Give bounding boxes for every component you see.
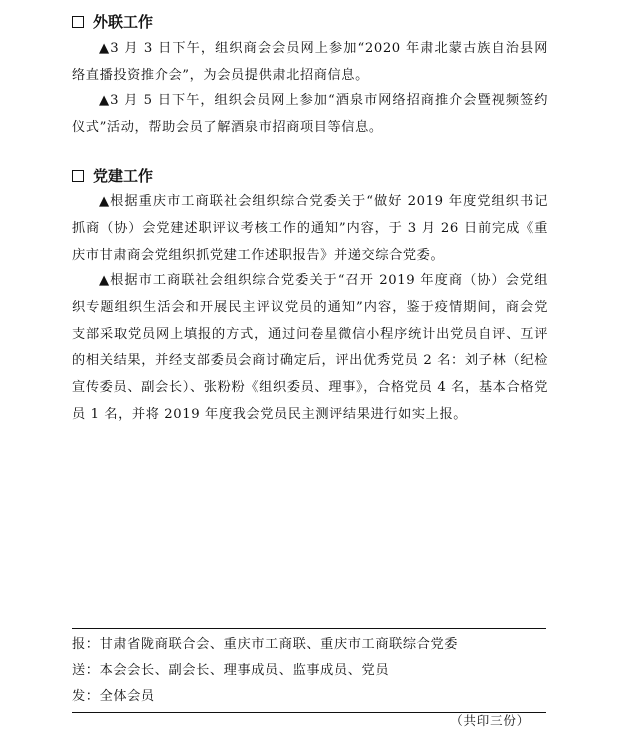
party-item-2: ▲根据市工商联社会组织综合党委关于“召开 2019 年度商（协）会党组织专题组织生活会和开展民主评议党员的通知”内容，鉴于疫情期间，商会党支部采取党员网上填报的方式，通过问卷星微信小程序统计出党员自评、互评的相关结果，并经支部委员会商讨确定后，评出优秀党员 2 名：刘子林（纪检宣传委员、副会长）、张粉粉《组织委员、理事》，合格党员 4 名，基本合格党员 1 名，并将 2019 年度我会党员民主测评结果进行如实上报。 (72, 273, 548, 422)
external-item-1: ▲3 月 3 日下午，组织商会会员网上参加“2020 年肃北蒙古族自治县网络直播投资推介会”，为会员提供肃北招商信息。 (72, 41, 548, 83)
checkbox-icon (72, 16, 84, 28)
footer-distribute-line: 发：全体会员 (72, 689, 155, 704)
footer-divider-top (72, 628, 546, 629)
section-title-external: 外联工作 (93, 13, 154, 31)
checkbox-icon (72, 170, 84, 182)
section-heading-external (72, 12, 153, 32)
section-title-party: 党建工作 (93, 167, 154, 185)
print-copies-note: （共印三份） (450, 713, 530, 728)
section-heading-party (72, 166, 153, 186)
party-item-1: ▲根据重庆市工商联社会组织综合党委关于“做好 2019 年度党组织书记抓商（协）会党建述职评议考核工作的通知”内容，于 3 月 26 日前完成《重庆市甘肃商会党组织抓党建工作述职报告》并递交综合党委。 (72, 194, 548, 263)
footer-report-line: 报：甘肃省陇商联合会、重庆市工商联、重庆市工商联综合党委 (72, 637, 459, 652)
external-item-2: ▲3 月 5 日下午，组织会员网上参加“酒泉市网络招商推介会暨视频签约仪式”活动，帮助会员了解酒泉市招商项目等信息。 (72, 93, 548, 135)
footer-send-line: 送：本会会长、副会长、理事成员、监事成员、党员 (72, 663, 390, 678)
